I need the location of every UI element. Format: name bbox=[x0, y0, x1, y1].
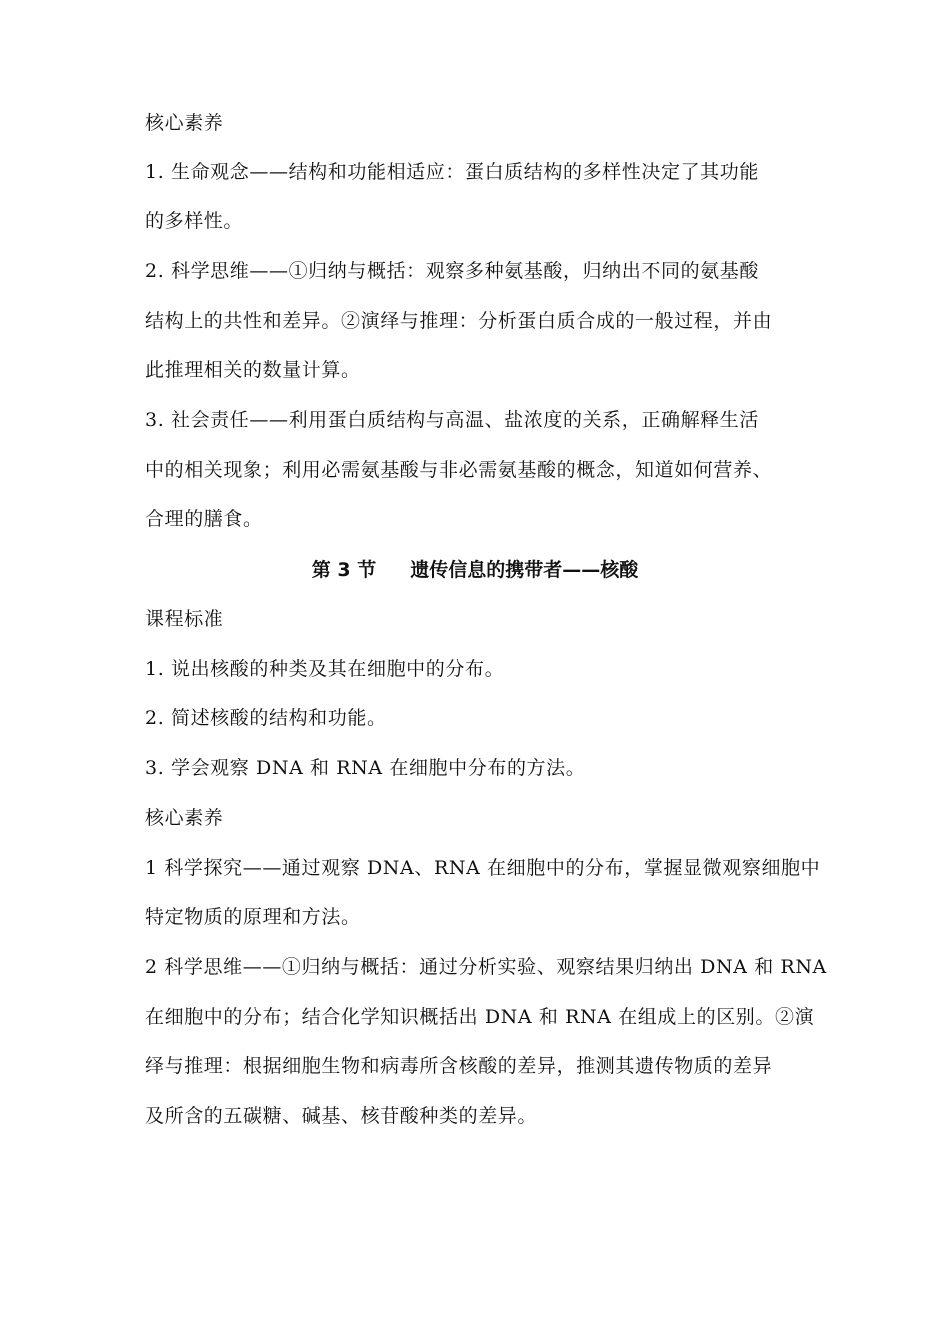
curriculum-standard-title: 课程标准 bbox=[145, 608, 224, 630]
core-literacy-title: 核心素养 bbox=[145, 807, 224, 829]
standard-item: 3. 学会观察 DNA 和 RNA 在细胞中分布的方法。 bbox=[145, 757, 586, 779]
section-number: 第 3 节 bbox=[311, 559, 377, 581]
standard-item: 2. 简述核酸的结构和功能。 bbox=[145, 707, 387, 729]
paragraph-line: 1. 生命观念——结构和功能相适应：蛋白质结构的多样性决定了其功能 bbox=[145, 161, 759, 183]
paragraph-line: 结构上的共性和差异。②演绎与推理：分析蛋白质合成的一般过程，并由 bbox=[145, 310, 773, 332]
paragraph-line: 在细胞中的分布；结合化学知识概括出 DNA 和 RNA 在组成上的区别。②演 bbox=[145, 1006, 815, 1028]
paragraph-line: 2 科学思维——①归纳与概括：通过分析实验、观察结果归纳出 DNA 和 RNA bbox=[145, 956, 827, 978]
paragraph-line: 1 科学探究——通过观察 DNA、RNA 在细胞中的分布，掌握显微观察细胞中 bbox=[145, 857, 821, 879]
section-title: 遗传信息的携带者——核酸 bbox=[410, 559, 639, 581]
standard-item: 1. 说出核酸的种类及其在细胞中的分布。 bbox=[145, 658, 505, 680]
paragraph-line: 2. 科学思维——①归纳与概括：观察多种氨基酸，归纳出不同的氨基酸 bbox=[145, 260, 759, 282]
paragraph-line: 此推理相关的数量计算。 bbox=[145, 359, 361, 381]
paragraph-line: 及所含的五碳糖、碱基、核苷酸种类的差异。 bbox=[145, 1105, 538, 1127]
paragraph-line: 绎与推理：根据细胞生物和病毒所含核酸的差异，推测其遗传物质的差异 bbox=[145, 1055, 773, 1077]
paragraph-line: 中的相关现象；利用必需氨基酸与非必需氨基酸的概念，知道如何营养、 bbox=[145, 459, 773, 481]
paragraph-line: 特定物质的原理和方法。 bbox=[145, 906, 361, 928]
core-literacy-title: 核心素养 bbox=[145, 112, 224, 134]
paragraph-line: 3. 社会责任——利用蛋白质结构与高温、盐浓度的关系，正确解释生活 bbox=[145, 409, 759, 431]
section-heading bbox=[0, 553, 950, 587]
paragraph-line: 合理的膳食。 bbox=[145, 508, 263, 530]
paragraph-line: 的多样性。 bbox=[145, 210, 244, 232]
